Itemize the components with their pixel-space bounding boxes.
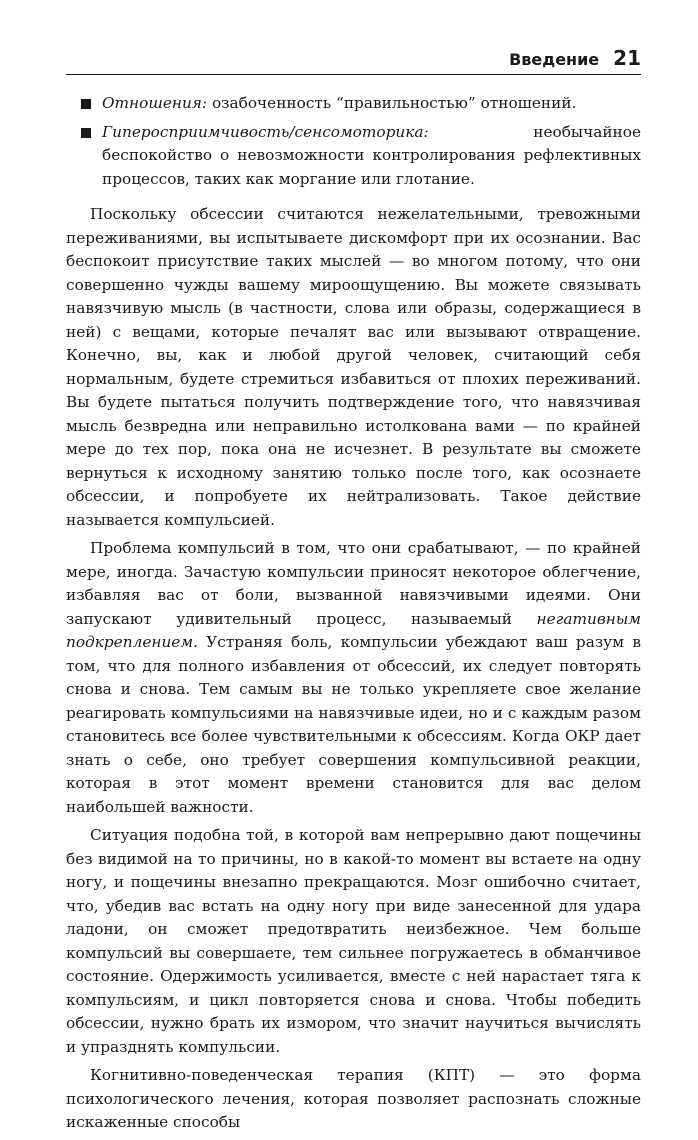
bullet-list <box>66 92 641 191</box>
bullet-text: озабоченность “правильностью” отношений. <box>207 94 577 112</box>
list-item <box>66 92 641 116</box>
square-bullet-icon <box>81 99 91 109</box>
bullet-term: Отношения: <box>102 94 208 112</box>
page-number: 21 <box>613 46 641 70</box>
paragraph-text: Устраняя боль, компульсии убеждают ваш разум в том, что для полного избавления от обсессий, их следует повторять снова и снова. Тем самым вы не только укрепляете свое желание реагировать компульсиями на навязчивые идеи, но и с каждым разом становитесь все более чувствительными к обсессиям. Когда ОКР дает знать о себе, оно требует совершения компульсивной реакции, которая в этот момент времени становится для вас делом наибольшей важности. <box>66 633 641 816</box>
paragraph: Ситуация подобна той, в которой вам непрерывно дают пощечины без видимой на то причины, но в какой-то момент вы встаете на одну ногу, и пощечины внезапно прекращаются. Мозг ошибочно считает, что, убедив вас встать на одну ногу при виде занесенной для удара ладони, он сможет предотвратить неизбежное. Чем больше компульсий вы совершаете, тем сильнее погружаетесь в обманчивое состояние. Одержимость усиливается, вместе с ней нарастает тяга к компульсиям, и цикл повторяется снова и снова. Чтобы победить обсессии, нужно брать их измором, что значит научиться вычислять и упразднять компульсии. <box>66 826 641 1056</box>
list-item <box>66 121 641 192</box>
running-header <box>66 44 641 75</box>
bullet-term: Гиперосприимчивость/сенсомоторика: <box>102 122 429 141</box>
paragraph: Когнитивно-поведенческая терапия (КПТ) — это форма психологического лечения, которая позволяет распознать сложные искаженные способы <box>66 1066 641 1131</box>
section-title: Введение <box>509 50 600 69</box>
paragraph-text: Проблема компульсий в том, что они срабатывают, — по крайней мере, иногда. Зачастую компульсии приносят некоторое облегчение, избавляя вас от боли, вызванной навязчивыми идеями. Они запускают удивительный процесс, называемый <box>66 539 641 628</box>
paragraph <box>66 537 641 819</box>
paragraph: Поскольку обсессии считаются нежелательными, тревожными переживаниями, вы испытываете дискомфорт при их осознании. Вас беспокоит присутствие таких мыслей — во многом потому, что они совершенно чужды вашему мироощущению. Вы можете связывать навязчивую мысль (в частности, слова или образы, содержащиеся в ней) с вещами, которые печалят вас или вызывают отвращение. Конечно, вы, как и любой другой человек, считающий себя нормальным, будете стремиться избавиться от плохих переживаний. Вы будете пытаться получить подтверждение того, что навязчивая мысль безвредна или неправильно истолкована вами — по крайней мере до тех пор, пока она не исчезнет. В результате вы сможете вернуться к исходному занятию только после того, как осознаете обсессии, и попробуете их нейтрализовать. Такое действие называется компульсией. <box>66 205 641 529</box>
bullet-text: необычайное беспокойство о невозможности контролирования рефлективных процессов, таких как моргание или глотание. <box>102 122 641 188</box>
square-bullet-icon <box>81 128 91 138</box>
emphasis-text: негативным подкреплением. <box>66 609 641 651</box>
header-right <box>509 46 641 70</box>
page-body <box>66 92 641 1140</box>
